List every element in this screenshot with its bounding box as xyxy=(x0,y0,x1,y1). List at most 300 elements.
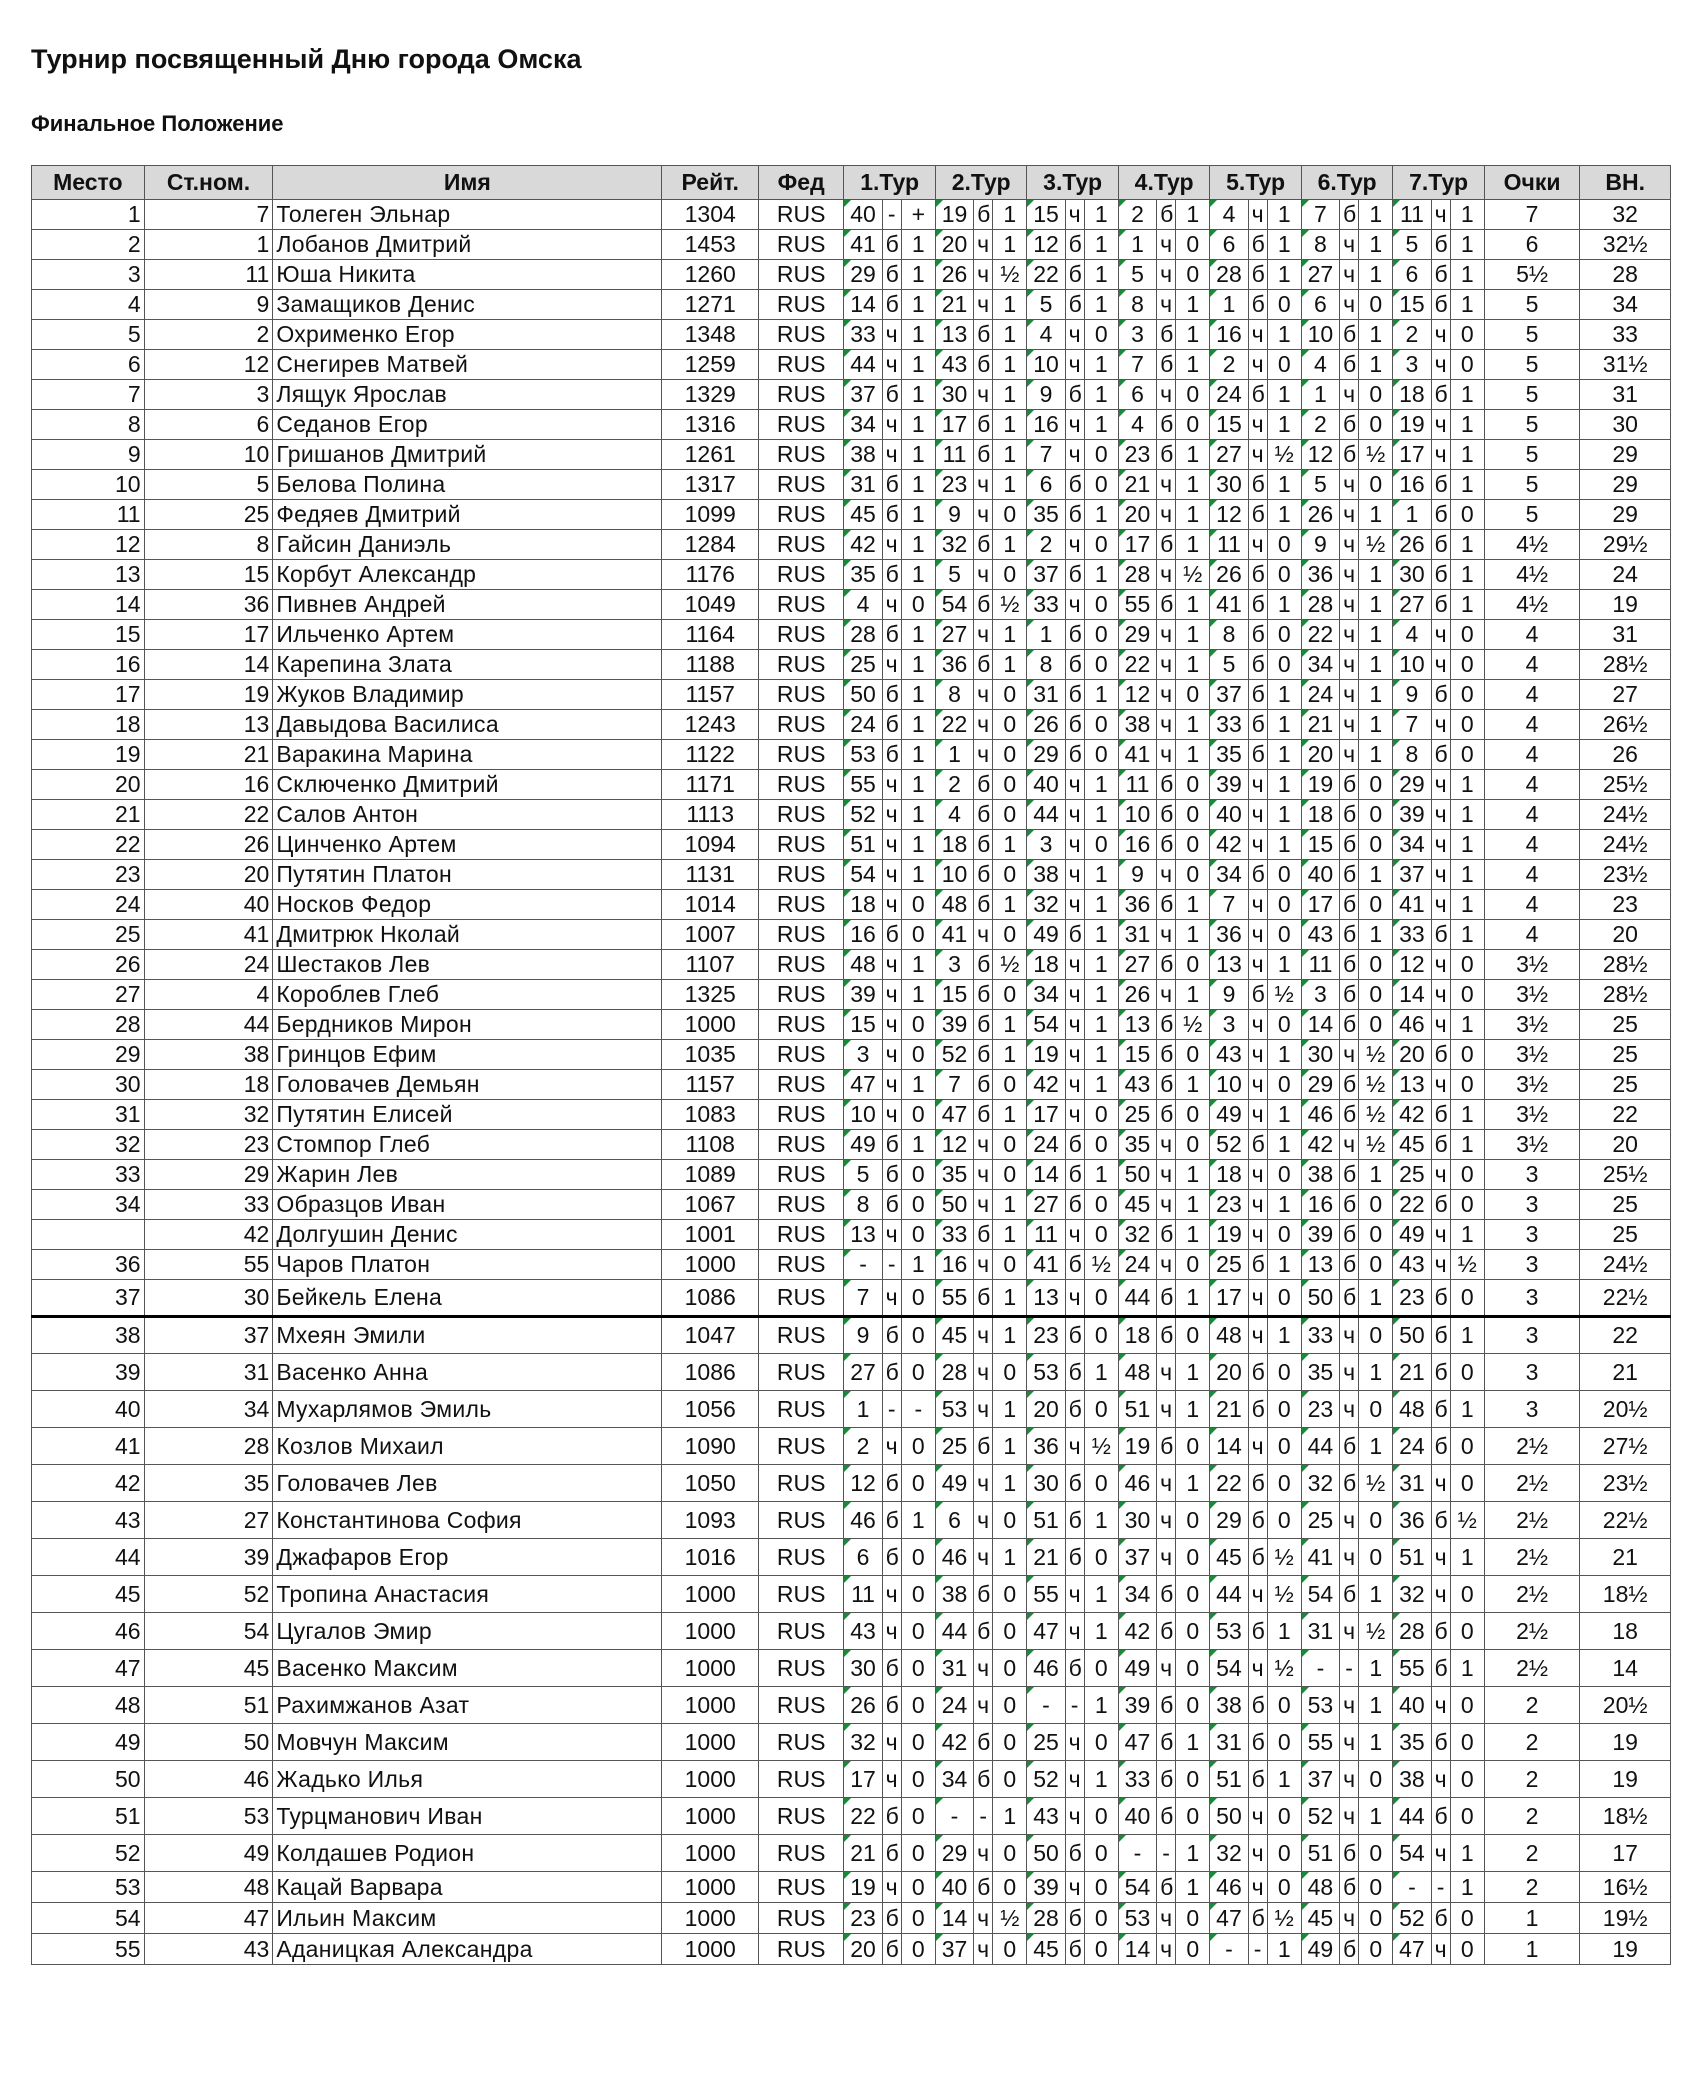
round-2-opponent: 13 xyxy=(935,320,973,350)
round-4-opponent: 44 xyxy=(1118,1280,1156,1317)
cell-tiebreak: 25 xyxy=(1580,1070,1671,1100)
round-4-color: б xyxy=(1157,830,1176,860)
round-7-opponent: 40 xyxy=(1393,1687,1431,1724)
round-5-result: 1 xyxy=(1267,1100,1301,1130)
cell-start-number: 18 xyxy=(144,1070,273,1100)
cell-tiebreak: 31½ xyxy=(1580,350,1671,380)
round-7-color: б xyxy=(1431,1428,1450,1465)
round-1-color: ч xyxy=(882,890,901,920)
round-5-opponent: 53 xyxy=(1210,1613,1248,1650)
cell-start-number: 3 xyxy=(144,380,273,410)
round-5-color: б xyxy=(1248,1130,1267,1160)
round-2-color: б xyxy=(974,770,993,800)
round-3-opponent: 29 xyxy=(1027,740,1065,770)
cell-player-name: Дмитрюк Нколай xyxy=(273,920,662,950)
round-6-color: б xyxy=(1340,860,1359,890)
round-1-color: ч xyxy=(882,950,901,980)
cell-tiebreak: 18 xyxy=(1580,1613,1671,1650)
cell-rating: 1000 xyxy=(662,1872,759,1903)
round-2-opponent: 52 xyxy=(935,1040,973,1070)
round-4-result: 1 xyxy=(1176,290,1210,320)
cell-rating: 1304 xyxy=(662,200,759,230)
round-5-color: б xyxy=(1248,860,1267,890)
cell-points: 4½ xyxy=(1484,530,1580,560)
round-1-result: 0 xyxy=(901,1428,935,1465)
round-4-result: 0 xyxy=(1176,830,1210,860)
cell-tiebreak: 19 xyxy=(1580,1761,1671,1798)
round-6-color: ч xyxy=(1340,1130,1359,1160)
round-5-color: ч xyxy=(1248,1835,1267,1872)
cell-place: 38 xyxy=(32,1317,145,1354)
round-6-color: б xyxy=(1340,440,1359,470)
cell-federation: RUS xyxy=(758,290,843,320)
round-4-opponent: 23 xyxy=(1118,440,1156,470)
round-3-result: 1 xyxy=(1084,1576,1118,1613)
cell-player-name: Мовчун Максим xyxy=(273,1724,662,1761)
round-1-result: - xyxy=(901,1391,935,1428)
round-1-result: + xyxy=(901,200,935,230)
round-6-color: ч xyxy=(1340,650,1359,680)
cell-rating: 1000 xyxy=(662,1250,759,1280)
round-4-color: ч xyxy=(1157,1391,1176,1428)
cell-federation: RUS xyxy=(758,1539,843,1576)
cell-tiebreak: 29 xyxy=(1580,470,1671,500)
round-3-result: 0 xyxy=(1084,440,1118,470)
round-2-opponent: 27 xyxy=(935,620,973,650)
round-2-opponent: 18 xyxy=(935,830,973,860)
round-3-result: 1 xyxy=(1084,1040,1118,1070)
round-6-opponent: 7 xyxy=(1301,200,1339,230)
cell-tiebreak: 26½ xyxy=(1580,710,1671,740)
round-4-color: - xyxy=(1157,1835,1176,1872)
round-5-opponent: - xyxy=(1210,1934,1248,1965)
round-3-opponent: 8 xyxy=(1027,650,1065,680)
cell-place: 21 xyxy=(32,800,145,830)
round-1-result: 0 xyxy=(901,1280,935,1317)
round-4-result: 1 xyxy=(1176,200,1210,230)
cell-place: 49 xyxy=(32,1724,145,1761)
round-4-opponent: 13 xyxy=(1118,1010,1156,1040)
round-1-color: ч xyxy=(882,1428,901,1465)
round-1-opponent: 8 xyxy=(844,1190,882,1220)
round-7-opponent: 6 xyxy=(1393,260,1431,290)
round-5-color: ч xyxy=(1248,200,1267,230)
round-6-opponent: 9 xyxy=(1301,530,1339,560)
round-1-color: ч xyxy=(882,1220,901,1250)
round-1-result: 1 xyxy=(901,530,935,560)
cell-player-name: Жуков Владимир xyxy=(273,680,662,710)
round-3-result: 0 xyxy=(1084,1934,1118,1965)
round-7-color: б xyxy=(1431,590,1450,620)
round-4-opponent: 3 xyxy=(1118,320,1156,350)
round-5-result: 1 xyxy=(1267,1934,1301,1965)
cell-start-number: 45 xyxy=(144,1650,273,1687)
round-7-color: б xyxy=(1431,1502,1450,1539)
round-5-color: б xyxy=(1248,740,1267,770)
round-3-opponent: 24 xyxy=(1027,1130,1065,1160)
round-7-result: 1 xyxy=(1450,1391,1484,1428)
round-1-result: 1 xyxy=(901,350,935,380)
round-4-opponent: 34 xyxy=(1118,1576,1156,1613)
round-6-result: 0 xyxy=(1359,1317,1393,1354)
cell-player-name: Федяев Дмитрий xyxy=(273,500,662,530)
cell-player-name: Стомпор Глеб xyxy=(273,1130,662,1160)
round-3-opponent: 31 xyxy=(1027,680,1065,710)
round-4-opponent: 30 xyxy=(1118,1502,1156,1539)
cell-tiebreak: 21 xyxy=(1580,1539,1671,1576)
round-4-result: 0 xyxy=(1176,1100,1210,1130)
page-subtitle: Финальное Положение xyxy=(31,111,284,136)
round-2-result: 0 xyxy=(993,800,1027,830)
round-2-color: б xyxy=(974,1280,993,1317)
round-2-result: 1 xyxy=(993,440,1027,470)
table-row xyxy=(32,800,1671,830)
round-7-opponent: 31 xyxy=(1393,1465,1431,1502)
round-5-color: ч xyxy=(1248,1040,1267,1070)
round-3-result: 1 xyxy=(1084,410,1118,440)
cell-rating: 1067 xyxy=(662,1190,759,1220)
cell-rating: 1000 xyxy=(662,1650,759,1687)
round-5-color: ч xyxy=(1248,320,1267,350)
round-3-opponent: 51 xyxy=(1027,1502,1065,1539)
cell-tiebreak: 21 xyxy=(1580,1354,1671,1391)
round-1-opponent: 4 xyxy=(844,590,882,620)
round-1-opponent: 19 xyxy=(844,1872,882,1903)
round-3-result: 1 xyxy=(1084,980,1118,1010)
round-7-opponent: 33 xyxy=(1393,920,1431,950)
round-3-result: 0 xyxy=(1084,1724,1118,1761)
cell-points: 3 xyxy=(1484,1190,1580,1220)
round-4-opponent: 35 xyxy=(1118,1130,1156,1160)
round-6-opponent: 31 xyxy=(1301,1613,1339,1650)
cell-player-name: Замащиков Денис xyxy=(273,290,662,320)
cell-federation: RUS xyxy=(758,200,843,230)
round-4-result: 0 xyxy=(1176,680,1210,710)
round-3-opponent: 39 xyxy=(1027,1872,1065,1903)
cell-start-number: 43 xyxy=(144,1934,273,1965)
cell-points: 3½ xyxy=(1484,1040,1580,1070)
round-5-result: 0 xyxy=(1267,1391,1301,1428)
round-5-result: 0 xyxy=(1267,1428,1301,1465)
round-3-result: 0 xyxy=(1084,320,1118,350)
cell-start-number: 30 xyxy=(144,1280,273,1317)
round-2-opponent: 50 xyxy=(935,1190,973,1220)
round-3-color: б xyxy=(1065,740,1084,770)
cell-player-name: Тропина Анастасия xyxy=(273,1576,662,1613)
round-5-result: 0 xyxy=(1267,650,1301,680)
round-2-result: 0 xyxy=(993,1650,1027,1687)
cell-tiebreak: 25 xyxy=(1580,1010,1671,1040)
round-6-result: 0 xyxy=(1359,1934,1393,1965)
cell-player-name: Седанов Егор xyxy=(273,410,662,440)
round-6-color: ч xyxy=(1340,500,1359,530)
round-7-color: б xyxy=(1431,1280,1450,1317)
round-1-color: ч xyxy=(882,1724,901,1761)
round-2-result: ½ xyxy=(993,260,1027,290)
round-6-opponent: - xyxy=(1301,1650,1339,1687)
round-5-opponent: 16 xyxy=(1210,320,1248,350)
round-4-color: б xyxy=(1157,410,1176,440)
round-2-result: 0 xyxy=(993,740,1027,770)
cell-player-name: Гришанов Дмитрий xyxy=(273,440,662,470)
cell-federation: RUS xyxy=(758,740,843,770)
table-row xyxy=(32,530,1671,560)
round-4-opponent: 31 xyxy=(1118,920,1156,950)
round-3-result: 1 xyxy=(1084,200,1118,230)
cell-tiebreak: 25 xyxy=(1580,1040,1671,1070)
table-row xyxy=(32,920,1671,950)
round-4-color: ч xyxy=(1157,560,1176,590)
cell-federation: RUS xyxy=(758,380,843,410)
round-7-result: 0 xyxy=(1450,1798,1484,1835)
round-4-result: 0 xyxy=(1176,1539,1210,1576)
round-7-opponent: 39 xyxy=(1393,800,1431,830)
round-5-color: б xyxy=(1248,1613,1267,1650)
round-4-result: 0 xyxy=(1176,1650,1210,1687)
round-1-color: ч xyxy=(882,350,901,380)
cell-points: 4 xyxy=(1484,860,1580,890)
round-5-opponent: 4 xyxy=(1210,200,1248,230)
cell-player-name: Лящук Ярослав xyxy=(273,380,662,410)
cell-rating: 1157 xyxy=(662,680,759,710)
round-7-color: б xyxy=(1431,1130,1450,1160)
table-row xyxy=(32,980,1671,1010)
cell-player-name: Константинова София xyxy=(273,1502,662,1539)
round-2-color: б xyxy=(974,530,993,560)
round-7-opponent: 12 xyxy=(1393,950,1431,980)
round-5-result: 1 xyxy=(1267,200,1301,230)
round-7-opponent: 27 xyxy=(1393,590,1431,620)
cell-player-name: Толеген Эльнар xyxy=(273,200,662,230)
cell-rating: 1047 xyxy=(662,1317,759,1354)
round-5-opponent: 36 xyxy=(1210,920,1248,950)
round-1-result: 1 xyxy=(901,650,935,680)
round-6-result: 1 xyxy=(1359,860,1393,890)
round-2-color: б xyxy=(974,590,993,620)
round-2-color: ч xyxy=(974,710,993,740)
round-7-color: ч xyxy=(1431,1220,1450,1250)
round-7-result: 0 xyxy=(1450,1576,1484,1613)
round-6-opponent: 30 xyxy=(1301,1040,1339,1070)
round-1-opponent: 44 xyxy=(844,350,882,380)
round-6-opponent: 50 xyxy=(1301,1280,1339,1317)
cell-start-number: 38 xyxy=(144,1040,273,1070)
round-4-result: 1 xyxy=(1176,1835,1210,1872)
round-1-result: 1 xyxy=(901,1070,935,1100)
round-1-result: 1 xyxy=(901,710,935,740)
cell-points: 3 xyxy=(1484,1280,1580,1317)
cell-rating: 1000 xyxy=(662,1761,759,1798)
round-1-opponent: 6 xyxy=(844,1539,882,1576)
cell-place: 20 xyxy=(32,770,145,800)
round-5-opponent: 37 xyxy=(1210,680,1248,710)
round-4-color: ч xyxy=(1157,290,1176,320)
round-5-color: ч xyxy=(1248,1317,1267,1354)
cell-player-name: Юша Никита xyxy=(273,260,662,290)
round-3-color: ч xyxy=(1065,1040,1084,1070)
round-5-result: ½ xyxy=(1267,1903,1301,1934)
table-row xyxy=(32,1761,1671,1798)
cell-federation: RUS xyxy=(758,1724,843,1761)
round-7-opponent: 41 xyxy=(1393,890,1431,920)
cell-rating: 1122 xyxy=(662,740,759,770)
cell-tiebreak: 20½ xyxy=(1580,1391,1671,1428)
round-2-opponent: 46 xyxy=(935,1539,973,1576)
round-6-color: б xyxy=(1340,1190,1359,1220)
table-row xyxy=(32,1687,1671,1724)
round-1-result: 1 xyxy=(901,980,935,1010)
round-4-opponent: 2 xyxy=(1118,200,1156,230)
round-4-result: 0 xyxy=(1176,1502,1210,1539)
cell-place: 53 xyxy=(32,1872,145,1903)
round-2-result: 1 xyxy=(993,1317,1027,1354)
round-6-color: ч xyxy=(1340,1539,1359,1576)
round-7-result: 1 xyxy=(1450,410,1484,440)
round-5-opponent: 14 xyxy=(1210,1428,1248,1465)
cell-federation: RUS xyxy=(758,530,843,560)
cell-rating: 1056 xyxy=(662,1391,759,1428)
round-1-result: 0 xyxy=(901,1160,935,1190)
round-7-opponent: 52 xyxy=(1393,1903,1431,1934)
cell-rating: 1086 xyxy=(662,1354,759,1391)
round-2-result: 0 xyxy=(993,1502,1027,1539)
cell-points: 2½ xyxy=(1484,1613,1580,1650)
round-5-result: 0 xyxy=(1267,1502,1301,1539)
round-3-result: 1 xyxy=(1084,1070,1118,1100)
round-2-result: 1 xyxy=(993,350,1027,380)
table-row xyxy=(32,440,1671,470)
cell-start-number: 23 xyxy=(144,1130,273,1160)
round-7-opponent: 1 xyxy=(1393,500,1431,530)
round-2-color: б xyxy=(974,1613,993,1650)
round-1-opponent: 50 xyxy=(844,680,882,710)
round-5-result: 0 xyxy=(1267,1010,1301,1040)
cell-points: 2½ xyxy=(1484,1576,1580,1613)
round-1-result: 0 xyxy=(901,1040,935,1070)
cell-player-name: Охрименко Егор xyxy=(273,320,662,350)
cell-points: 4 xyxy=(1484,830,1580,860)
table-row xyxy=(32,1650,1671,1687)
round-4-result: 1 xyxy=(1176,1724,1210,1761)
round-3-color: б xyxy=(1065,260,1084,290)
cell-points: 3½ xyxy=(1484,1130,1580,1160)
cell-points: 2 xyxy=(1484,1872,1580,1903)
round-1-result: 1 xyxy=(901,680,935,710)
cell-rating: 1014 xyxy=(662,890,759,920)
round-5-result: 1 xyxy=(1267,230,1301,260)
round-6-color: б xyxy=(1340,890,1359,920)
round-3-result: 1 xyxy=(1084,1687,1118,1724)
cell-tiebreak: 34 xyxy=(1580,290,1671,320)
round-7-opponent: - xyxy=(1393,1872,1431,1903)
round-4-color: б xyxy=(1157,1010,1176,1040)
cell-start-number: 17 xyxy=(144,620,273,650)
round-7-opponent: 14 xyxy=(1393,980,1431,1010)
round-4-result: 1 xyxy=(1176,1354,1210,1391)
round-6-result: 1 xyxy=(1359,500,1393,530)
round-7-color: ч xyxy=(1431,1835,1450,1872)
round-7-opponent: 18 xyxy=(1393,380,1431,410)
cell-rating: 1316 xyxy=(662,410,759,440)
round-6-opponent: 15 xyxy=(1301,830,1339,860)
round-6-opponent: 45 xyxy=(1301,1903,1339,1934)
cell-points: 5 xyxy=(1484,410,1580,440)
round-7-color: ч xyxy=(1431,440,1450,470)
round-6-color: ч xyxy=(1340,1354,1359,1391)
standings-table xyxy=(31,165,1671,1965)
round-6-color: ч xyxy=(1340,1391,1359,1428)
standings-body xyxy=(32,200,1671,1965)
cell-rating: 1329 xyxy=(662,380,759,410)
cell-player-name: Ильченко Артем xyxy=(273,620,662,650)
cell-rating: 1325 xyxy=(662,980,759,1010)
round-5-color: ч xyxy=(1248,350,1267,380)
cell-player-name: Чаров Платон xyxy=(273,1250,662,1280)
round-2-color: б xyxy=(974,200,993,230)
cell-tiebreak: 30 xyxy=(1580,410,1671,440)
round-5-color: ч xyxy=(1248,770,1267,800)
round-4-color: б xyxy=(1157,890,1176,920)
cell-place: 51 xyxy=(32,1798,145,1835)
cell-points: 3 xyxy=(1484,1250,1580,1280)
round-7-color: ч xyxy=(1431,800,1450,830)
cell-place: 15 xyxy=(32,620,145,650)
round-3-color: б xyxy=(1065,1835,1084,1872)
round-7-result: 1 xyxy=(1450,1130,1484,1160)
round-1-opponent: 38 xyxy=(844,440,882,470)
round-7-color: б xyxy=(1431,260,1450,290)
round-6-opponent: 25 xyxy=(1301,1502,1339,1539)
cell-federation: RUS xyxy=(758,860,843,890)
round-2-result: 1 xyxy=(993,1465,1027,1502)
round-3-opponent: 35 xyxy=(1027,500,1065,530)
round-2-result: 1 xyxy=(993,1280,1027,1317)
round-2-color: б xyxy=(974,860,993,890)
round-4-result: 1 xyxy=(1176,590,1210,620)
round-3-color: ч xyxy=(1065,1070,1084,1100)
cell-start-number: 34 xyxy=(144,1391,273,1428)
cell-points: 5 xyxy=(1484,470,1580,500)
round-4-opponent: 43 xyxy=(1118,1070,1156,1100)
round-2-opponent: 53 xyxy=(935,1391,973,1428)
cell-federation: RUS xyxy=(758,800,843,830)
round-6-result: 0 xyxy=(1359,410,1393,440)
cell-start-number: 41 xyxy=(144,920,273,950)
round-2-opponent: 42 xyxy=(935,1724,973,1761)
cell-points: 5 xyxy=(1484,350,1580,380)
round-4-result: 1 xyxy=(1176,650,1210,680)
round-2-result: 0 xyxy=(993,980,1027,1010)
cell-points: 3½ xyxy=(1484,950,1580,980)
round-4-opponent: 11 xyxy=(1118,770,1156,800)
round-6-color: б xyxy=(1340,920,1359,950)
round-5-opponent: 41 xyxy=(1210,590,1248,620)
cell-place: 22 xyxy=(32,830,145,860)
round-3-result: 1 xyxy=(1084,890,1118,920)
round-1-color: б xyxy=(882,500,901,530)
round-1-color: ч xyxy=(882,1100,901,1130)
round-3-result: 0 xyxy=(1084,830,1118,860)
cell-tiebreak: 26 xyxy=(1580,740,1671,770)
cell-start-number: 48 xyxy=(144,1872,273,1903)
round-4-result: 0 xyxy=(1176,1576,1210,1613)
round-4-result: 0 xyxy=(1176,860,1210,890)
round-6-color: б xyxy=(1340,1428,1359,1465)
round-6-color: ч xyxy=(1340,470,1359,500)
round-3-result: 0 xyxy=(1084,590,1118,620)
round-2-result: 1 xyxy=(993,1391,1027,1428)
round-1-color: - xyxy=(882,1391,901,1428)
